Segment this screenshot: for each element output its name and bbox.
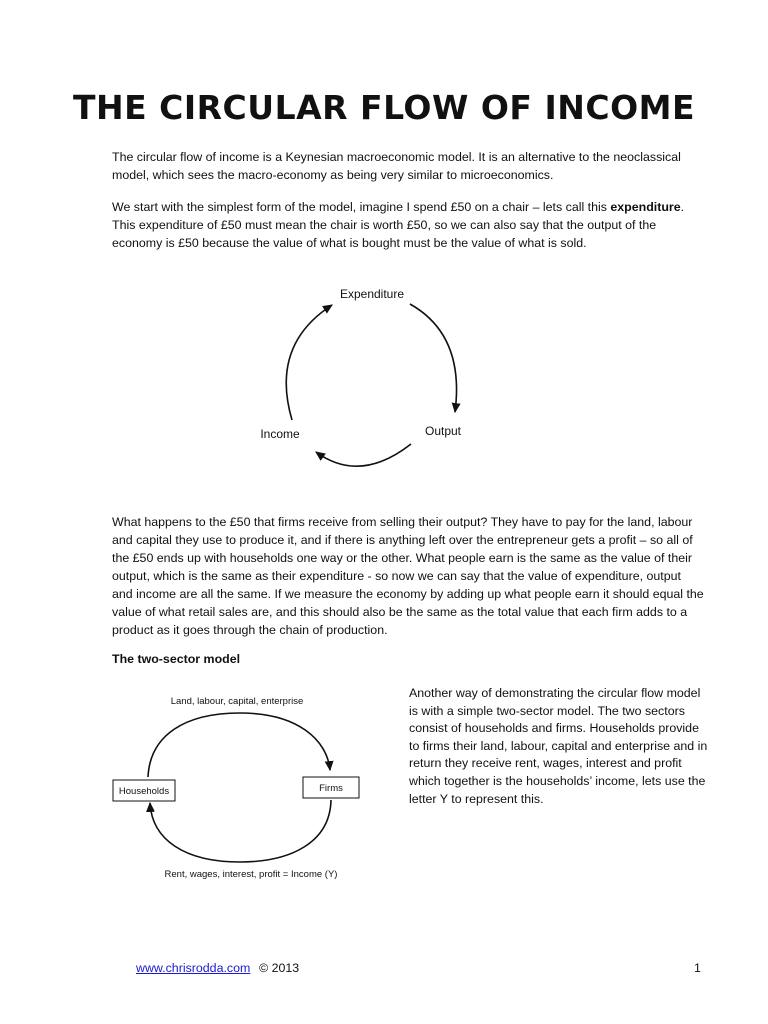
arrow-output-to-income	[316, 444, 411, 466]
label-output: Output	[424, 424, 462, 438]
circular-flow-diagram	[260, 287, 461, 466]
label-income: Income	[260, 427, 300, 441]
section-heading: The two-sector model	[112, 652, 241, 666]
copyright-text: © 2013	[259, 961, 300, 975]
intro-paragraph: The circular flow of income is a Keynesian macroeconomic model. It is an alternative to the neoclassical model, which sees the macro-economy as being very similar to microeconomics.	[112, 150, 681, 182]
bottom-flow-label: Rent, wages, interest, profit = Income (Y)	[164, 869, 338, 880]
households-label: Households	[118, 786, 170, 797]
arrow-households-to-firms	[148, 713, 330, 777]
label-expenditure: Expenditure	[339, 287, 405, 301]
paragraph-text: We start with the simplest form of the model, imagine I spend £50 on a chair – lets call this	[112, 200, 611, 214]
arrow-firms-to-households	[150, 800, 331, 862]
arrow-income-to-expenditure	[286, 305, 332, 420]
page-number: 1	[694, 961, 701, 975]
income-paragraph: What happens to the £50 that firms receive from selling their output? They have to pay for the land, labour and capital they use to produce it, and if there is anything left over the entrepreneur gets a profit – so all of the £50 ends up with households one way or the other. What people earn is the same as the value of their output, which is the same as their expenditure - so now we can say that the value of expenditure, output and income are all the same. If we measure the economy by adding up what people earn it should equal the value of what retail sales are, and this should also be the same as the total value that each firm adds to a product as it goes through the chain of production.	[112, 515, 704, 637]
bold-term-expenditure: expenditure	[610, 200, 681, 214]
firms-label: Firms	[319, 783, 343, 794]
arrow-expenditure-to-output	[410, 304, 457, 412]
top-flow-label: Land, labour, capital, enterprise	[170, 696, 304, 707]
two-sector-diagram	[113, 696, 359, 880]
page-title: THE CIRCULAR FLOW OF INCOME	[72, 88, 696, 127]
two-sector-paragraph: Another way of demonstrating the circular flow model is with a simple two-sector model. The two sectors consist of households and firms. Households provide to firms their land, labour, capital and enterprise and in return they receive rent, wages, interest and profit which together is the households’ income, lets use the letter Y to represent this.	[409, 686, 708, 806]
paragraph-text: . This expenditure of £50 must mean the chair is worth £50, so we can also say that the output of the economy is £50 because the value of what is bought must be the value of what is sold.	[112, 200, 685, 250]
website-link[interactable]: www.chrisrodda.com	[136, 961, 251, 975]
